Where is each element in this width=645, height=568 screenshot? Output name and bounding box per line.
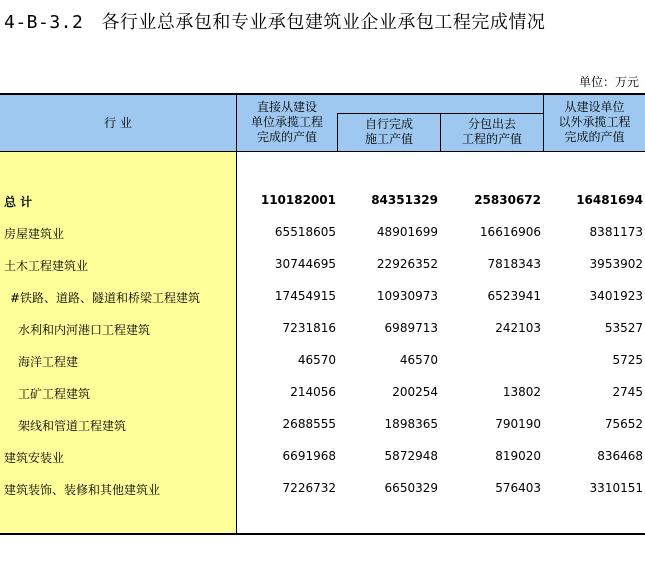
unit-label: 单位：万元 bbox=[578, 75, 639, 89]
header-outside: 从建设单位 以外承揽工程 完成的产值 bbox=[558, 100, 631, 144]
table-title: 各行业总承包和专业承包建筑业企业承包工程完成情况 bbox=[101, 12, 546, 33]
table-row-total: 总 计 110182001 84351329 25830672 16481694 bbox=[4, 193, 643, 209]
table-row: 房屋建筑业 65518605 48901699 16616906 8381173 bbox=[4, 225, 643, 241]
header-self-completed: 自行完成 施工产值 bbox=[364, 117, 413, 146]
header-subcontracted: 分包出去 工程的产值 bbox=[461, 117, 522, 146]
industry-column-divider bbox=[236, 95, 237, 533]
header-rule bbox=[0, 151, 645, 152]
table-row: 海洋工程建 46570 46570 5725 bbox=[18, 353, 643, 369]
header-industry: 行 业 bbox=[104, 116, 132, 130]
page-title bbox=[4, 8, 545, 34]
table-row: 架线和管道工程建筑 2688555 1898365 790190 75652 bbox=[18, 417, 643, 433]
table-code: 4-B-3.2 bbox=[4, 12, 84, 33]
top-rule bbox=[0, 93, 645, 95]
table-row: 工矿工程建筑 214056 200254 13802 2745 bbox=[18, 385, 643, 401]
table-row: 土木工程建筑业 30744695 22926352 7818343 3953902 bbox=[4, 257, 643, 273]
table-row: 水利和内河港口工程建筑 7231816 6989713 242103 53527 bbox=[18, 321, 643, 337]
header-direct: 直接从建设 单位承揽工程 完成的产值 bbox=[250, 100, 323, 144]
bottom-rule bbox=[0, 533, 645, 535]
table-row: #铁路、道路、隧道和桥梁工程建筑 17454915 10930973 6523941 3401923 bbox=[10, 289, 643, 305]
table-row: 建筑安装业 6691968 5872948 819020 836468 bbox=[4, 449, 643, 465]
subheader-rule bbox=[337, 113, 543, 114]
table-row: 建筑装饰、装修和其他建筑业 7226732 6650329 576403 3310151 bbox=[4, 481, 643, 497]
